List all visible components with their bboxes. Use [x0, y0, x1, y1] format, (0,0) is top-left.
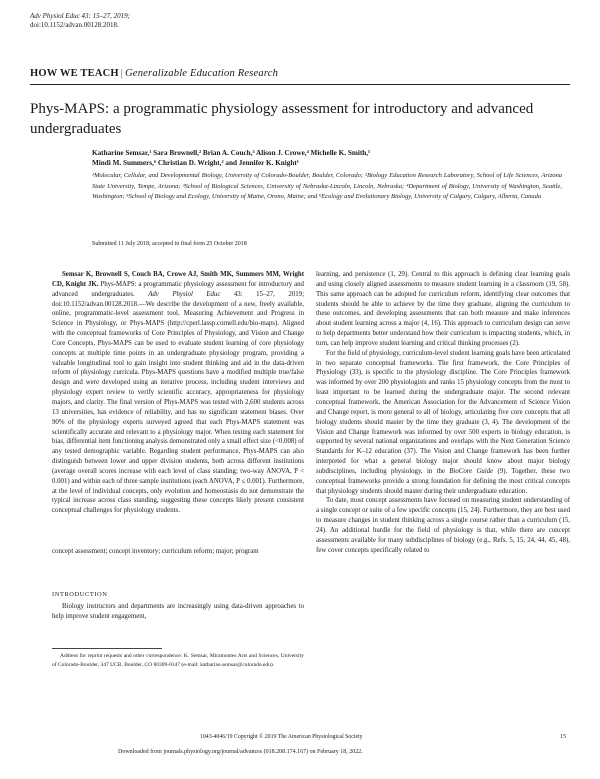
body-right-column: [316, 270, 570, 555]
submission-dates: Submitted 11 July 2018; accepted in final form 25 October 2018: [92, 241, 247, 247]
section-separator: |: [120, 68, 124, 79]
introduction-heading: INTRODUCTION: [52, 591, 108, 598]
introduction-body: Biology instructors and departments are increasingly using data-driven approaches to help improve student engagement,: [52, 603, 304, 620]
copyright-line: 1043-4046/19 Copyright © 2019 The American Physiological Society: [200, 734, 363, 740]
abstract-citation-title: Phys-MAPS: a programmatic physiology assessment for introductory and advanced undergraduates.: [52, 280, 304, 298]
download-notice: Downloaded from journals.physiology.org/journal/advances (018.208.174.167) on February 18, 2022.: [118, 749, 363, 755]
right-paragraph-2: [316, 349, 570, 497]
section-rule: [30, 84, 570, 85]
section-label: [30, 68, 278, 79]
abstract-journal: Adv Physiol Educ: [148, 290, 221, 298]
keywords: concept assessment; concept inventory; curriculum reform; major; program: [52, 548, 259, 555]
authors-line-2: Mindi M. Summers,⁶ Christian D. Wright,² and Jennifer K. Knight¹: [92, 159, 299, 168]
author-list: [92, 148, 562, 168]
journal-header: [30, 12, 130, 30]
article-title: Phys-MAPS: a programmatic physiology assessment for introductory and advanced undergraduates: [30, 101, 534, 137]
page-number: 15: [560, 734, 566, 740]
footnote-rule: [52, 648, 162, 649]
right-paragraph-3: To date, most concept assessments have focused on measuring student understanding of a single concept or suite of a few specific concepts (15, 24). Furthermore, they are best used to measure changes in student thinking across a single course rather than a curriculum (15, 24). An additional hurdle for the field of physiology is that, while there are concept assessments available for many subdisciplines of biology (e.g., Refs. 5, 15, 24, 44, 45, 48), few cover concepts specifically related to: [316, 497, 570, 554]
abstract: [52, 270, 304, 516]
affiliations: ¹Molecular, Cellular, and Developmental Biology, University of Colorado-Boulder, Boulder, Colorado; ²Biology Education Research Laboratory, School of Life Sciences, Arizona State University, Tempe, Arizona; ³School of Biological Sciences, University of Nebraska-Lincoln, Lincoln, Nebraska; ⁴Department of Biology, University of Washington, Seattle, Washington; ⁵School of Biology and Ecology, University of Maine, Orono, Maine; and ⁶Ecology and Evolutionary Biology, University of Calgary, Calgary, Alberta, Canada: [92, 172, 562, 200]
journal-doi: doi:10.1152/advan.00128.2018.: [30, 21, 119, 29]
abstract-paragraph: [52, 270, 304, 516]
biocore-guide-title: BioCore Guide: [449, 467, 494, 475]
right-paragraph-2-b: (9). Together, these two conceptual frameworks provide a strong foundation for defining the most critical concepts that physiology students should master during their undergraduate education.: [316, 467, 570, 495]
section-subtitle: Generalizable Education Research: [125, 68, 279, 79]
authors-line-1: Katharine Semsar,¹ Sara Brownell,² Brian A. Couch,³ Alison J. Crowe,⁴ Michelle K. Smith,⁵: [92, 149, 371, 157]
journal-citation: Adv Physiol Educ 43: 15–27, 2019;: [30, 12, 130, 20]
right-paragraph-1: learning, and persistence (1, 29). Central to this approach is defining clear learning goals and using closely aligned assessments to measure student learning in a classroom (19, 58). This same approach can be adopted for curriculum reform, identifying clear outcomes that students should be able to achieve by the time they graduate, aligning the curriculum to these outcomes, and developing assessments that can both measure and make inferences about student learning across a major (4, 16). This approach to curriculum design can serve to help departments better understand how their curriculum is impacting students, which, in turn, can help improve student learning and critical thinking processes (2).: [316, 271, 570, 347]
abstract-body: 43: 15–27, 2019; doi:10.1152/advan.00128.2018.—We describe the development of a new, freely available, online, programmatic-level assessment tool, Measuring Achievement and Progress in Science in Physiology, or Phys-MAPS (http://cperl.lassp.cornell.edu/bio-maps). Aligned with the conceptual frameworks of Core Principles of Physiology, and Vision and Change Core Concepts, Phys-MAPS can be used to evaluate student learning of core physiology concepts at multiple time points in an undergraduate physiology program, providing a valuable longitudinal tool to gain insight into student thinking and aid in the data-driven reform of physiology curricula. Phys-MAPS questions have a modified multiple true/false design and were developed using an iterative process, including student interviews and physiology expert review to verify scientific accuracy, appropriateness for physiology majors, and clarity. The final version of Phys-MAPS was tested with 2,600 students across 13 universities, has evidence of reliability, and has no significant statement biases. Over 90% of the physiology experts surveyed agreed that each Phys-MAPS statement was scientifically accurate and relevant to a physiology major. When testing each statement for bias, differential item functioning analysis demonstrated only a small effect size (<0.008) of any tested demographic variable. Regarding student performance, Phys-MAPS can also distinguish between lower and upper division students, both across different institutions (average overall scores increase with each level of class standing; two-way ANOVA, P < 0.001) and within each of three sample institutions (each ANOVA, P ≤ 0.001). Furthermore, at the level of individual concepts, only evolution and homeostasis do not demonstrate the typical increase across class standing, suggesting these concepts likely present consistent conceptual challenges for physiology students.: [52, 290, 305, 515]
correspondence-footnote: Address for reprint requests and other correspondence: K. Semsar, Miramontes Arts and Sciences, University of Colorado-Boulder, 347 UCB, Boulder, CO 80309-0347 (e-mail: katharine.semsar@colorado.edu).: [52, 653, 304, 668]
right-paragraph-2-a: For the field of physiology, curriculum-level student learning goals have been articulated in two separate conceptual frameworks. The first framework, the Core Principles of Physiology (33), is specific to the physiology discipline. The Core Principles framework was informed by over 200 physiologists and ranks 15 physiology concepts from the most to least important to be learned during the undergraduate major. The second relevant conceptual framework, the American Association for the Advancement of Science Vision and Change report, is more general to all of biology, articulating five core concepts that all biology students should master by the time they graduate (3, 4). The development of the Vision and Change framework was informed by over 500 experts in biology education, is supported by several national organizations and overlaps with the Next Generation Science Standards for K–12 education (37). The Vision and Change framework has been further interpreted for what a general biology major should know about major biology subdisciplines, including physiology, in the: [316, 349, 570, 475]
abstract-citation-authors: Semsar K, Brownell S, Couch BA, Crowe AJ, Smith MK, Summers MM, Wright CD, Knight JK.: [52, 271, 304, 288]
section-name: HOW WE TEACH: [30, 68, 119, 79]
